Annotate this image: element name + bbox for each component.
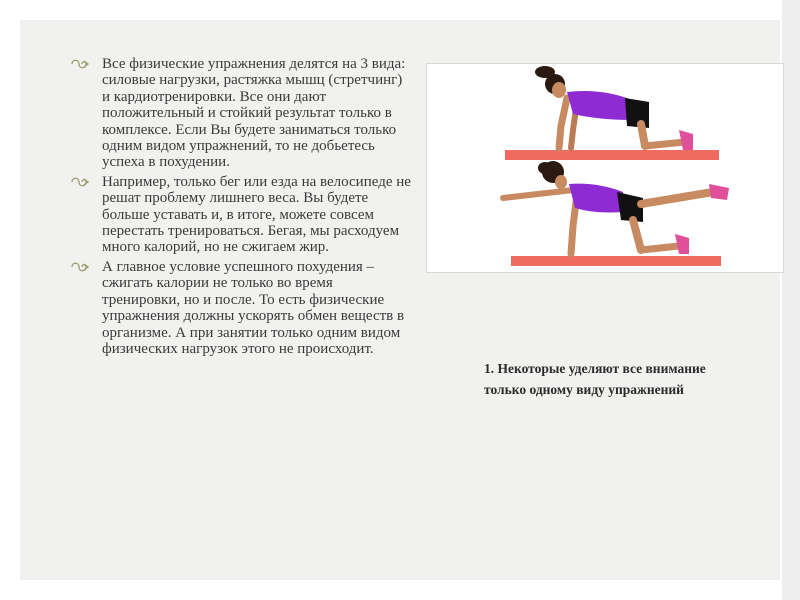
bullet-text-3: А главное условие успешного похудения – сжигать калории не только во время тренировки, но и после. То есть физические упражнения должны ускорять обмен веществ в организме. А при занятии только одним видом физических нагрузок этого не происходит.: [102, 258, 405, 357]
image-caption: 1. Некоторые уделяют все внимание только одному виду упражнений: [484, 361, 706, 397]
right-edge-strip: [782, 0, 800, 600]
bullet-item-2: [66, 174, 411, 256]
bird-dog-pose: [503, 161, 729, 266]
exercise-mat-top: [505, 150, 719, 160]
exercise-mat-bottom: [511, 256, 721, 266]
tabletop-pose: [505, 66, 719, 160]
bullet-item-1: [66, 56, 411, 171]
swirl-bullet-icon: [70, 261, 90, 273]
swirl-bullet-icon: [70, 58, 90, 70]
bullet-list: [66, 56, 411, 360]
bullet-text-1: Все физические упражнения делятся на 3 вида: силовые нагрузки, растяжка мышц (стретчинг) и кардиотренировки. Все они дают положительный и стойкий результат только в комплексе. Если Вы будете заниматься только одним видом упражнений, то не добьетесь успеха в похудении.: [102, 56, 406, 171]
exercise-photo: [426, 63, 784, 273]
swirl-bullet-icon: [70, 176, 90, 188]
bullet-item-3: [66, 259, 411, 357]
exercise-illustration: [427, 64, 783, 272]
bullet-text-2: Например, только бег или езда на велосипеде не решат проблему лишнего веса. Вы будете больше уставать и, в итоге, можете совсем перестать тренироваться. Бегая, мы расходуем много калорий, но не сжигаем жир.: [102, 173, 411, 256]
